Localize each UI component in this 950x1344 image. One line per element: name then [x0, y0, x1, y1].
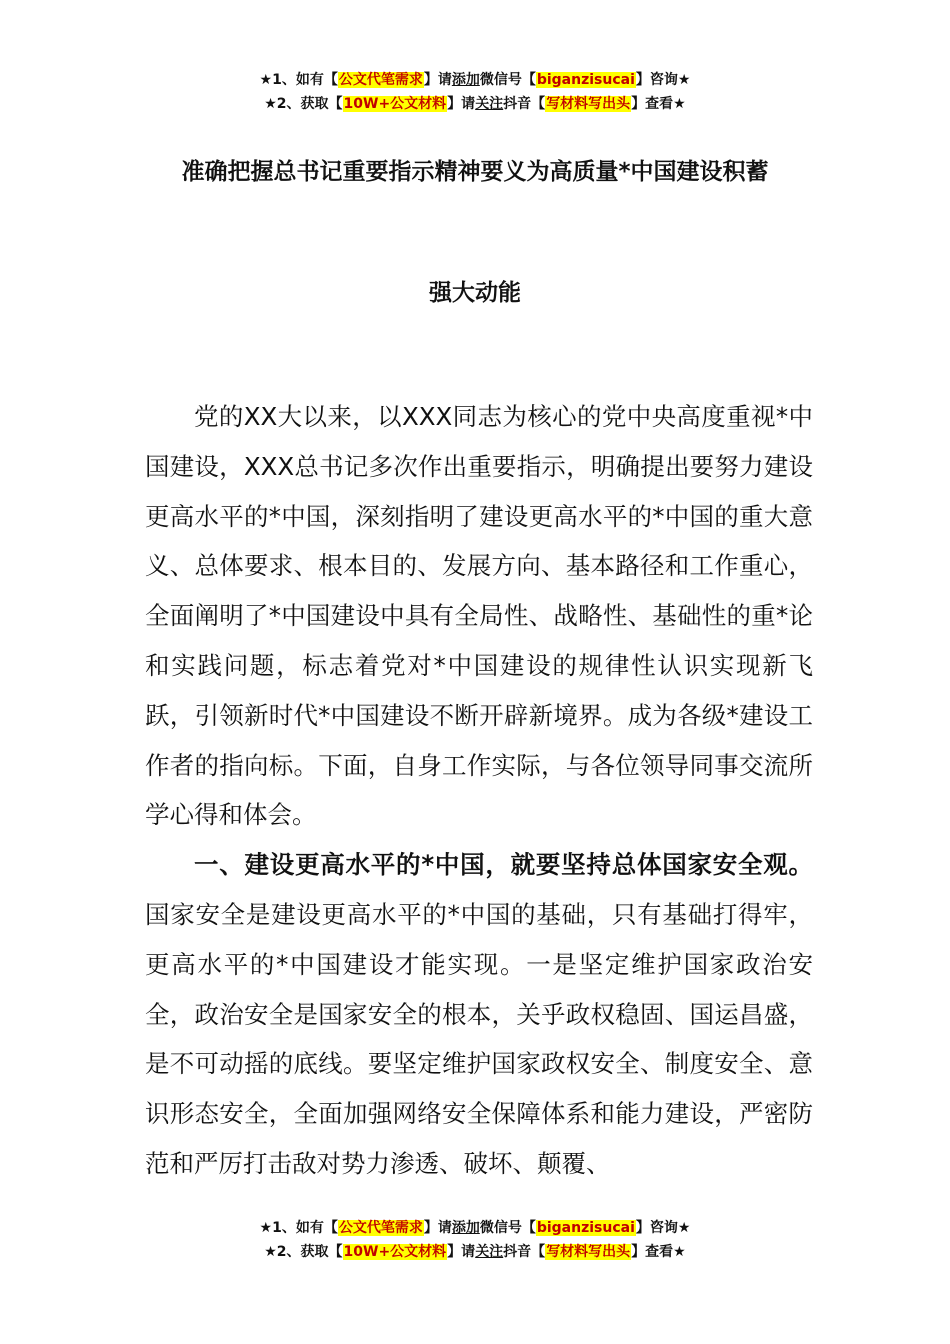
- paragraph-section-1: [145, 840, 813, 1189]
- header-banner: [0, 68, 950, 116]
- banner-text: 微信号【: [479, 1220, 536, 1236]
- banner-text: ★1、如有【: [259, 1220, 338, 1236]
- banner-line-2: [0, 92, 950, 116]
- banner-text: 】查看★: [631, 96, 686, 112]
- banner-underline-text: 添加: [451, 72, 480, 88]
- banner-text: 】请: [423, 1220, 452, 1236]
- banner-text: ★2、获取【: [264, 1244, 343, 1260]
- banner-underline-text: 添加: [451, 1220, 480, 1236]
- banner-text: ★2、获取【: [264, 96, 343, 112]
- section-body: 国家安全是建设更高水平的*中国的基础，只有基础打得牢，更高水平的*中国建设才能实现。一是坚定维护国家政治安全，政治安全是国家安全的根本，关乎政权稳固、国运昌盛，是不可动摇的底线。要坚定维护国家政权安全、制度安全、意识形态安全，全面加强网络安全保障体系和能力建设，严密防范和严厉打击敌对势力渗透、破坏、颠覆、: [145, 899, 813, 1178]
- banner-text: 抖音【: [503, 1244, 546, 1260]
- banner-highlight: 公文代笔需求: [338, 72, 423, 88]
- banner-text: 】查看★: [631, 1244, 686, 1260]
- banner-text: 微信号【: [479, 72, 536, 88]
- banner-highlight: 10W+公文材料: [343, 1244, 447, 1260]
- banner-highlight: biganzisucai: [536, 72, 635, 88]
- document-body: [145, 392, 813, 1189]
- banner-highlight: 写材料写出头: [546, 1244, 631, 1260]
- document-title-line-1: 准确把握总书记重要指示精神要义为高质量*中国建设积蓄: [181, 159, 769, 185]
- banner-text: 抖音【: [503, 96, 546, 112]
- section-heading: 一、建设更高水平的*中国，就要坚持总体国家安全观。: [194, 850, 813, 880]
- banner-text: 】请: [447, 96, 476, 112]
- banner-text: 】请: [423, 72, 452, 88]
- banner-highlight: biganzisucai: [536, 1220, 635, 1236]
- banner-text: 】咨询★: [635, 1220, 691, 1236]
- banner-underline-text: 关注: [475, 1244, 504, 1260]
- banner-underline-text: 关注: [475, 96, 504, 112]
- paragraph-intro: 党的XX大以来，以XXX同志为核心的党中央高度重视*中国建设，XXX总书记多次作出重要指示，明确提出要努力建设更高水平的*中国，深刻指明了建设更高水平的*中国的重大意义、总体要求、根本目的、发展方向、基本路径和工作重心，全面阐明了*中国建设中具有全局性、战略性、基础性的重*论和实践问题，标志着党对*中国建设的规律性认识实现新飞跃，引领新时代*中国建设不断开辟新境界。成为各级*建设工作者的指向标。下面，自身工作实际，与各位领导同事交流所学心得和体会。: [145, 402, 813, 830]
- banner-line-1: [0, 1216, 950, 1240]
- banner-highlight: 公文代笔需求: [338, 1220, 423, 1236]
- footer-banner: [0, 1216, 950, 1264]
- banner-line-2: [0, 1240, 950, 1264]
- banner-text: ★1、如有【: [259, 72, 338, 88]
- banner-line-1: [0, 68, 950, 92]
- banner-text: 】请: [447, 1244, 476, 1260]
- banner-text: 】咨询★: [635, 72, 691, 88]
- banner-highlight: 写材料写出头: [546, 96, 631, 112]
- document-title-line-2: 强大动能: [429, 280, 521, 306]
- banner-highlight: 10W+公文材料: [343, 96, 447, 112]
